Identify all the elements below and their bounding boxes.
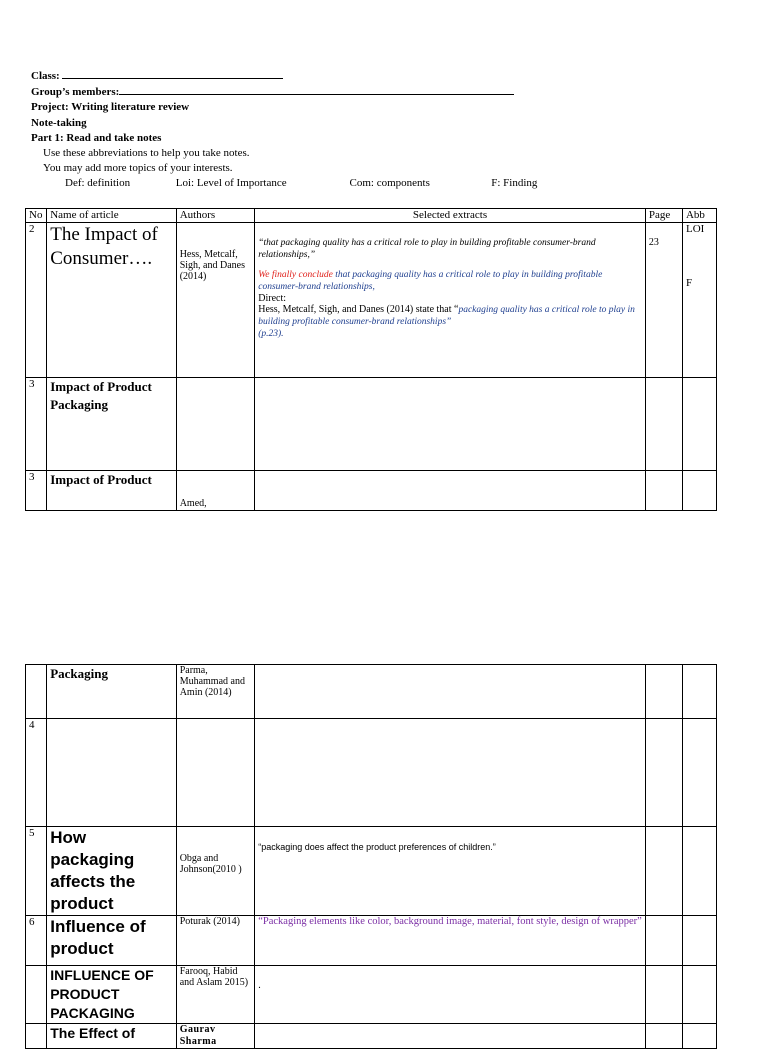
row-abb-cell[interactable] [682,1024,716,1049]
page-number: 23 [648,237,659,248]
notes-table-page1 [25,208,717,511]
abbr-loi: Loi: Level of Importance [175,177,287,190]
row-extract-cell[interactable] [255,223,646,378]
article-name: Packaging [50,666,109,681]
part1-title: Part 1: Read and take notes [31,131,162,144]
article-authors: Amed, [179,498,207,509]
row-authors-cell[interactable] [176,966,255,1024]
row-abb-cell[interactable] [682,966,716,1024]
table-row [26,378,717,471]
extract-red-text: We finally conclude [258,270,333,280]
row-no [26,966,47,1024]
row-no: 3 [26,378,47,471]
extract-direct [258,304,642,328]
extract-quote: . [258,980,261,991]
article-authors: Farooq, Habid and Aslam 2015) [179,966,249,988]
row-no: 2 [26,223,47,378]
table-row [26,223,717,378]
instruction-2: You may add more topics of your interests. [43,162,233,175]
abbr-f: F: Finding [491,177,538,190]
instruction-1: Use these abbreviations to help you take notes. [43,147,250,160]
table-row [26,719,717,827]
row-name-cell[interactable] [47,223,176,378]
table-row [26,966,717,1024]
row-abb-cell[interactable] [682,827,716,916]
row-name-cell[interactable] [47,1024,176,1049]
row-page-cell[interactable] [645,665,682,719]
row-page-cell[interactable] [645,378,682,471]
row-no [26,1024,47,1049]
row-no [26,665,47,719]
abbr-def: Def: definition [65,177,131,190]
row-abb-cell[interactable] [682,378,716,471]
row-authors-cell[interactable] [176,471,255,511]
row-extract-cell[interactable] [255,378,646,471]
row-page-cell[interactable] [645,966,682,1024]
extract-page-ref: (p.23). [258,329,284,339]
row-name-cell[interactable] [47,719,176,827]
class-label: Class: [31,70,60,82]
article-name: The Impact of Consumer…. [50,224,158,269]
row-authors-cell[interactable] [176,1024,255,1049]
project-title: Project: Writing literature review [31,101,190,114]
row-name-cell[interactable] [47,378,176,471]
class-blank[interactable] [62,68,283,79]
row-abb-cell[interactable] [682,471,716,511]
col-header-extracts: Selected extracts [255,209,646,223]
extract-direct-quote: packaging quality has a critical role to play in building profitable consumer-brand relationships” [258,305,635,327]
article-authors: Hess, Metcalf, Sigh, and Danes (2014) [179,249,245,282]
article-authors: Poturak (2014) [179,916,240,927]
table-row [26,916,717,966]
extract-quote: “packaging does affect the product preferences of children.” [258,842,496,852]
row-authors-cell[interactable] [176,827,255,916]
row-authors-cell[interactable] [176,719,255,827]
row-abb-cell[interactable] [682,719,716,827]
row-page-cell[interactable] [645,1024,682,1049]
members-label: Group’s members: [31,86,120,99]
col-header-authors: Authors [176,209,255,223]
row-no: 3 [26,471,47,511]
article-name: Impact of Product Packaging [50,379,152,412]
row-authors-cell[interactable] [176,223,255,378]
row-extract-cell[interactable] [255,719,646,827]
note-taking-title: Note-taking [31,116,87,129]
article-name: Impact of Product [50,472,152,487]
extract-blue-text: that packaging quality has a critical role to play in building profitable consumer-brand relationships, [258,270,603,292]
col-header-no: No [26,209,47,223]
extract-direct-label: Direct: [258,293,286,304]
row-abb-cell[interactable] [682,223,716,378]
row-name-cell[interactable] [47,827,176,916]
row-extract-cell[interactable] [255,827,646,916]
extract-direct-text: Hess, Metcalf, Sigh, and Danes (2014) state that “ [258,304,459,315]
row-extract-cell[interactable] [255,1024,646,1049]
row-no: 5 [26,827,47,916]
table-row [26,665,717,719]
notes-table-page2 [25,664,717,1049]
row-authors-cell[interactable] [176,378,255,471]
row-name-cell[interactable] [47,966,176,1024]
class-line [31,68,537,84]
extract-quote: “that packaging quality has a critical role to play in building profitable consumer-brand relationships,” [258,238,596,260]
article-name: Influence of product [50,917,146,958]
row-abb-cell[interactable] [682,665,716,719]
row-extract-cell[interactable] [255,665,646,719]
members-line [31,84,537,100]
table-header-row [26,209,717,223]
row-no: 4 [26,719,47,827]
col-header-page: Page [645,209,682,223]
row-page-cell[interactable] [645,471,682,511]
row-name-cell[interactable] [47,665,176,719]
abb-f: F [685,277,693,289]
article-name: How packaging affects the product [50,828,136,913]
article-authors: Obga and Johnson(2010 ) [179,853,242,875]
row-no: 6 [26,916,47,966]
article-name: The Effect of [50,1025,135,1041]
row-authors-cell[interactable] [176,916,255,966]
members-blank[interactable] [119,84,514,95]
row-page-cell[interactable] [645,223,682,378]
col-header-abb: Abb [682,209,716,223]
table-row [26,827,717,916]
extract-paraphrase [258,269,642,293]
row-page-cell[interactable] [645,827,682,916]
row-abb-cell[interactable] [682,916,716,966]
row-extract-cell[interactable] [255,966,646,1024]
table-row [26,1024,717,1049]
row-extract-cell[interactable] [255,471,646,511]
extract-quote: “Packaging elements like color, background image, material, font style, design of wrapper” [258,916,642,927]
article-name: INFLUENCE OF PRODUCT PACKAGING [50,967,154,1021]
article-authors: Parma, Muhammad and Amin (2014) [179,665,245,698]
col-header-name: Name of article [47,209,176,223]
worksheet-header [31,68,537,192]
table-row [26,471,717,511]
row-page-cell[interactable] [645,719,682,827]
row-name-cell[interactable] [47,471,176,511]
abbreviation-list [31,176,537,191]
abb-loi: LOI [685,223,705,235]
row-authors-cell[interactable] [176,665,255,719]
row-page-cell[interactable] [645,916,682,966]
article-authors: Gaurav Sharma [179,1024,217,1047]
row-name-cell[interactable] [47,916,176,966]
abbr-com: Com: components [349,177,430,190]
row-extract-cell[interactable] [255,916,646,966]
